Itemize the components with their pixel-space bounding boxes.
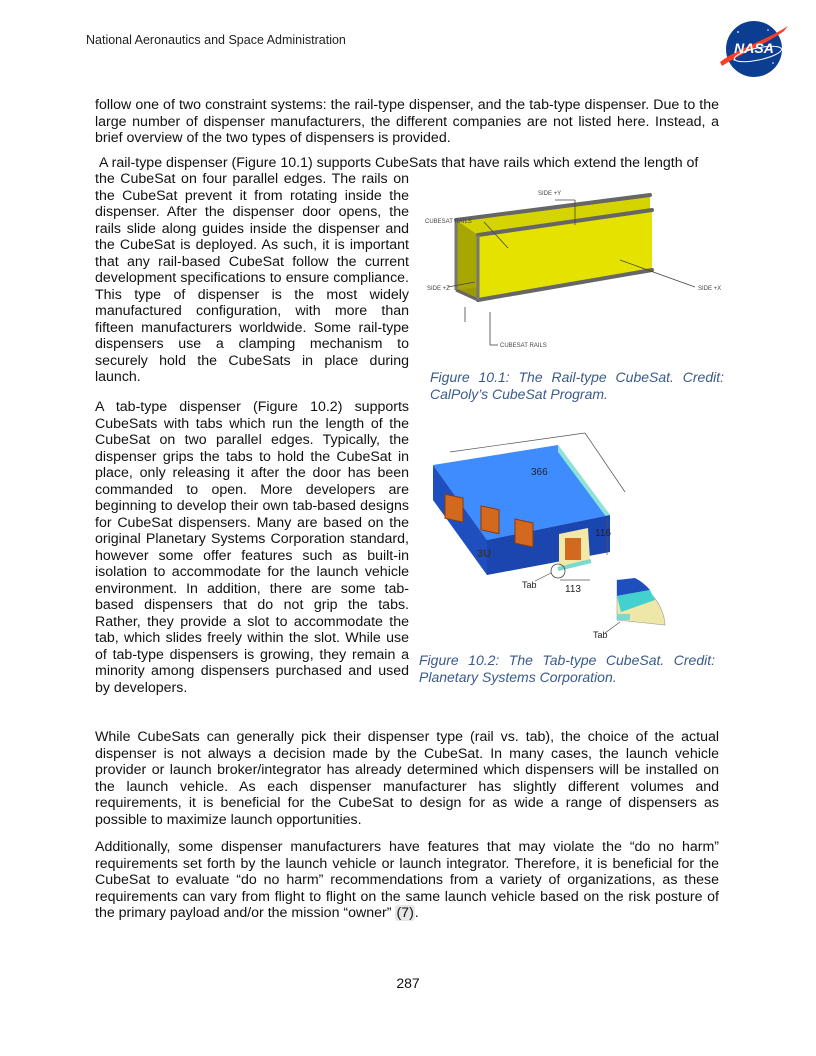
citation-link[interactable]: (7) (396, 905, 414, 921)
page-number: 287 (396, 975, 420, 991)
figure-rail-cubesat (420, 180, 730, 355)
figure-1-caption: Figure 10.1: The Rail-type CubeSat. Credit: CalPoly’s CubeSat Program. (430, 369, 724, 402)
paragraph-do-no-harm (95, 839, 719, 922)
paragraph-rail: the CubeSat on four parallel edges. The rails on the CubeSat prevent it from rotating inside the dispenser. After the dispenser door opens, the rails slide along guides inside the dispenser and the CubeSat is deployed. As such, it is important that any rail-based CubeSat follow the current development specifications to ensure compliance. This type of dispenser is the most widely manufactured configuration, with more than fifteen manufacturers worldwide. Some rail-type dispensers use a clamping mechanism to securely hold the CubeSats in place during launch. (95, 171, 409, 385)
svg-text:116: 116 (595, 528, 611, 539)
figure-tab-cubesat (425, 430, 725, 645)
svg-text:Tab: Tab (593, 630, 608, 640)
svg-text:SIDE +Z: SIDE +Z (427, 286, 450, 292)
svg-text:CUBESAT RAILS: CUBESAT RAILS (425, 219, 472, 225)
svg-text:3U: 3U (477, 548, 492, 560)
header-agency: National Aeronautics and Space Administration (86, 33, 346, 47)
svg-text:SIDE +Y: SIDE +Y (538, 191, 562, 197)
paragraph-dispenser-choice: While CubeSats can generally pick their dispenser type (rail vs. tab), the choice of the actual dispenser is not always a decision made by the CubeSat. In many cases, the launch vehicle provider or launch broker/integrator has already determined which dispensers will be installed on the launch vehicle. As each dispenser manufacturer has slightly different volumes and requirements, it is beneficial for the CubeSat to design for as wide a range of dispensers as possible to maximize launch opportunities. (95, 729, 719, 828)
svg-text:113: 113 (565, 584, 581, 595)
svg-text:CUBESAT RAILS: CUBESAT RAILS (500, 343, 547, 349)
paragraph-intro: follow one of two constraint systems: the rail-type dispenser, and the tab-type dispenser. Due to the large number of dispenser manufacturers, the different companies are not listed here. Instead, a brief overview of the two types of dispensers is provided. (95, 97, 719, 146)
svg-text:SIDE +X: SIDE +X (698, 286, 722, 292)
paragraph-end: . (414, 905, 419, 921)
svg-text:NASA: NASA (734, 40, 774, 56)
paragraph-do-no-harm-text: Additionally, some dispenser manufacturers have features that may violate the “do no harm” requirements set forth by the launch vehicle or launch integrator. Therefore, it is beneficial for the CubeSat to evaluate “do no harm” recommendations from a variety of organizations, as these requirements can vary from flight to flight on the same launch vehicle based on the risk posture of the primary payload and/or the mission “owner” (95, 839, 719, 921)
svg-text:Tab: Tab (522, 580, 537, 590)
figure-2-caption: Figure 10.2: The Tab-type CubeSat. Credit: Planetary Systems Corporation. (419, 652, 715, 685)
paragraph-tab: A tab-type dispenser (Figure 10.2) supports CubeSats with tabs which run the length of the CubeSat on two parallel edges. Typically, the dispenser grips the tabs to hold the CubeSat in place, only releasing it after the door has been commanded to open. More developers are beginning to develop their own tab-based designs for CubeSat dispensers. Many are based on the original Planetary Systems Corporation standard, however some offer features such as built-in isolation to accommodate for the launch vehicle environment. In addition, there are some tab-based dispensers that do not grip the tabs. Rather, they provide a slot to accommodate the tab, which slides freely within the slot. While use of tab-type dispensers is growing, they remain a minority among dispensers purchased and used by developers. (95, 399, 409, 696)
svg-text:366: 366 (531, 467, 548, 478)
paragraph-rail-line: A rail-type dispenser (Figure 10.1) supports CubeSats that have rails which extend the length of (99, 155, 699, 171)
nasa-logo-icon (718, 18, 790, 80)
